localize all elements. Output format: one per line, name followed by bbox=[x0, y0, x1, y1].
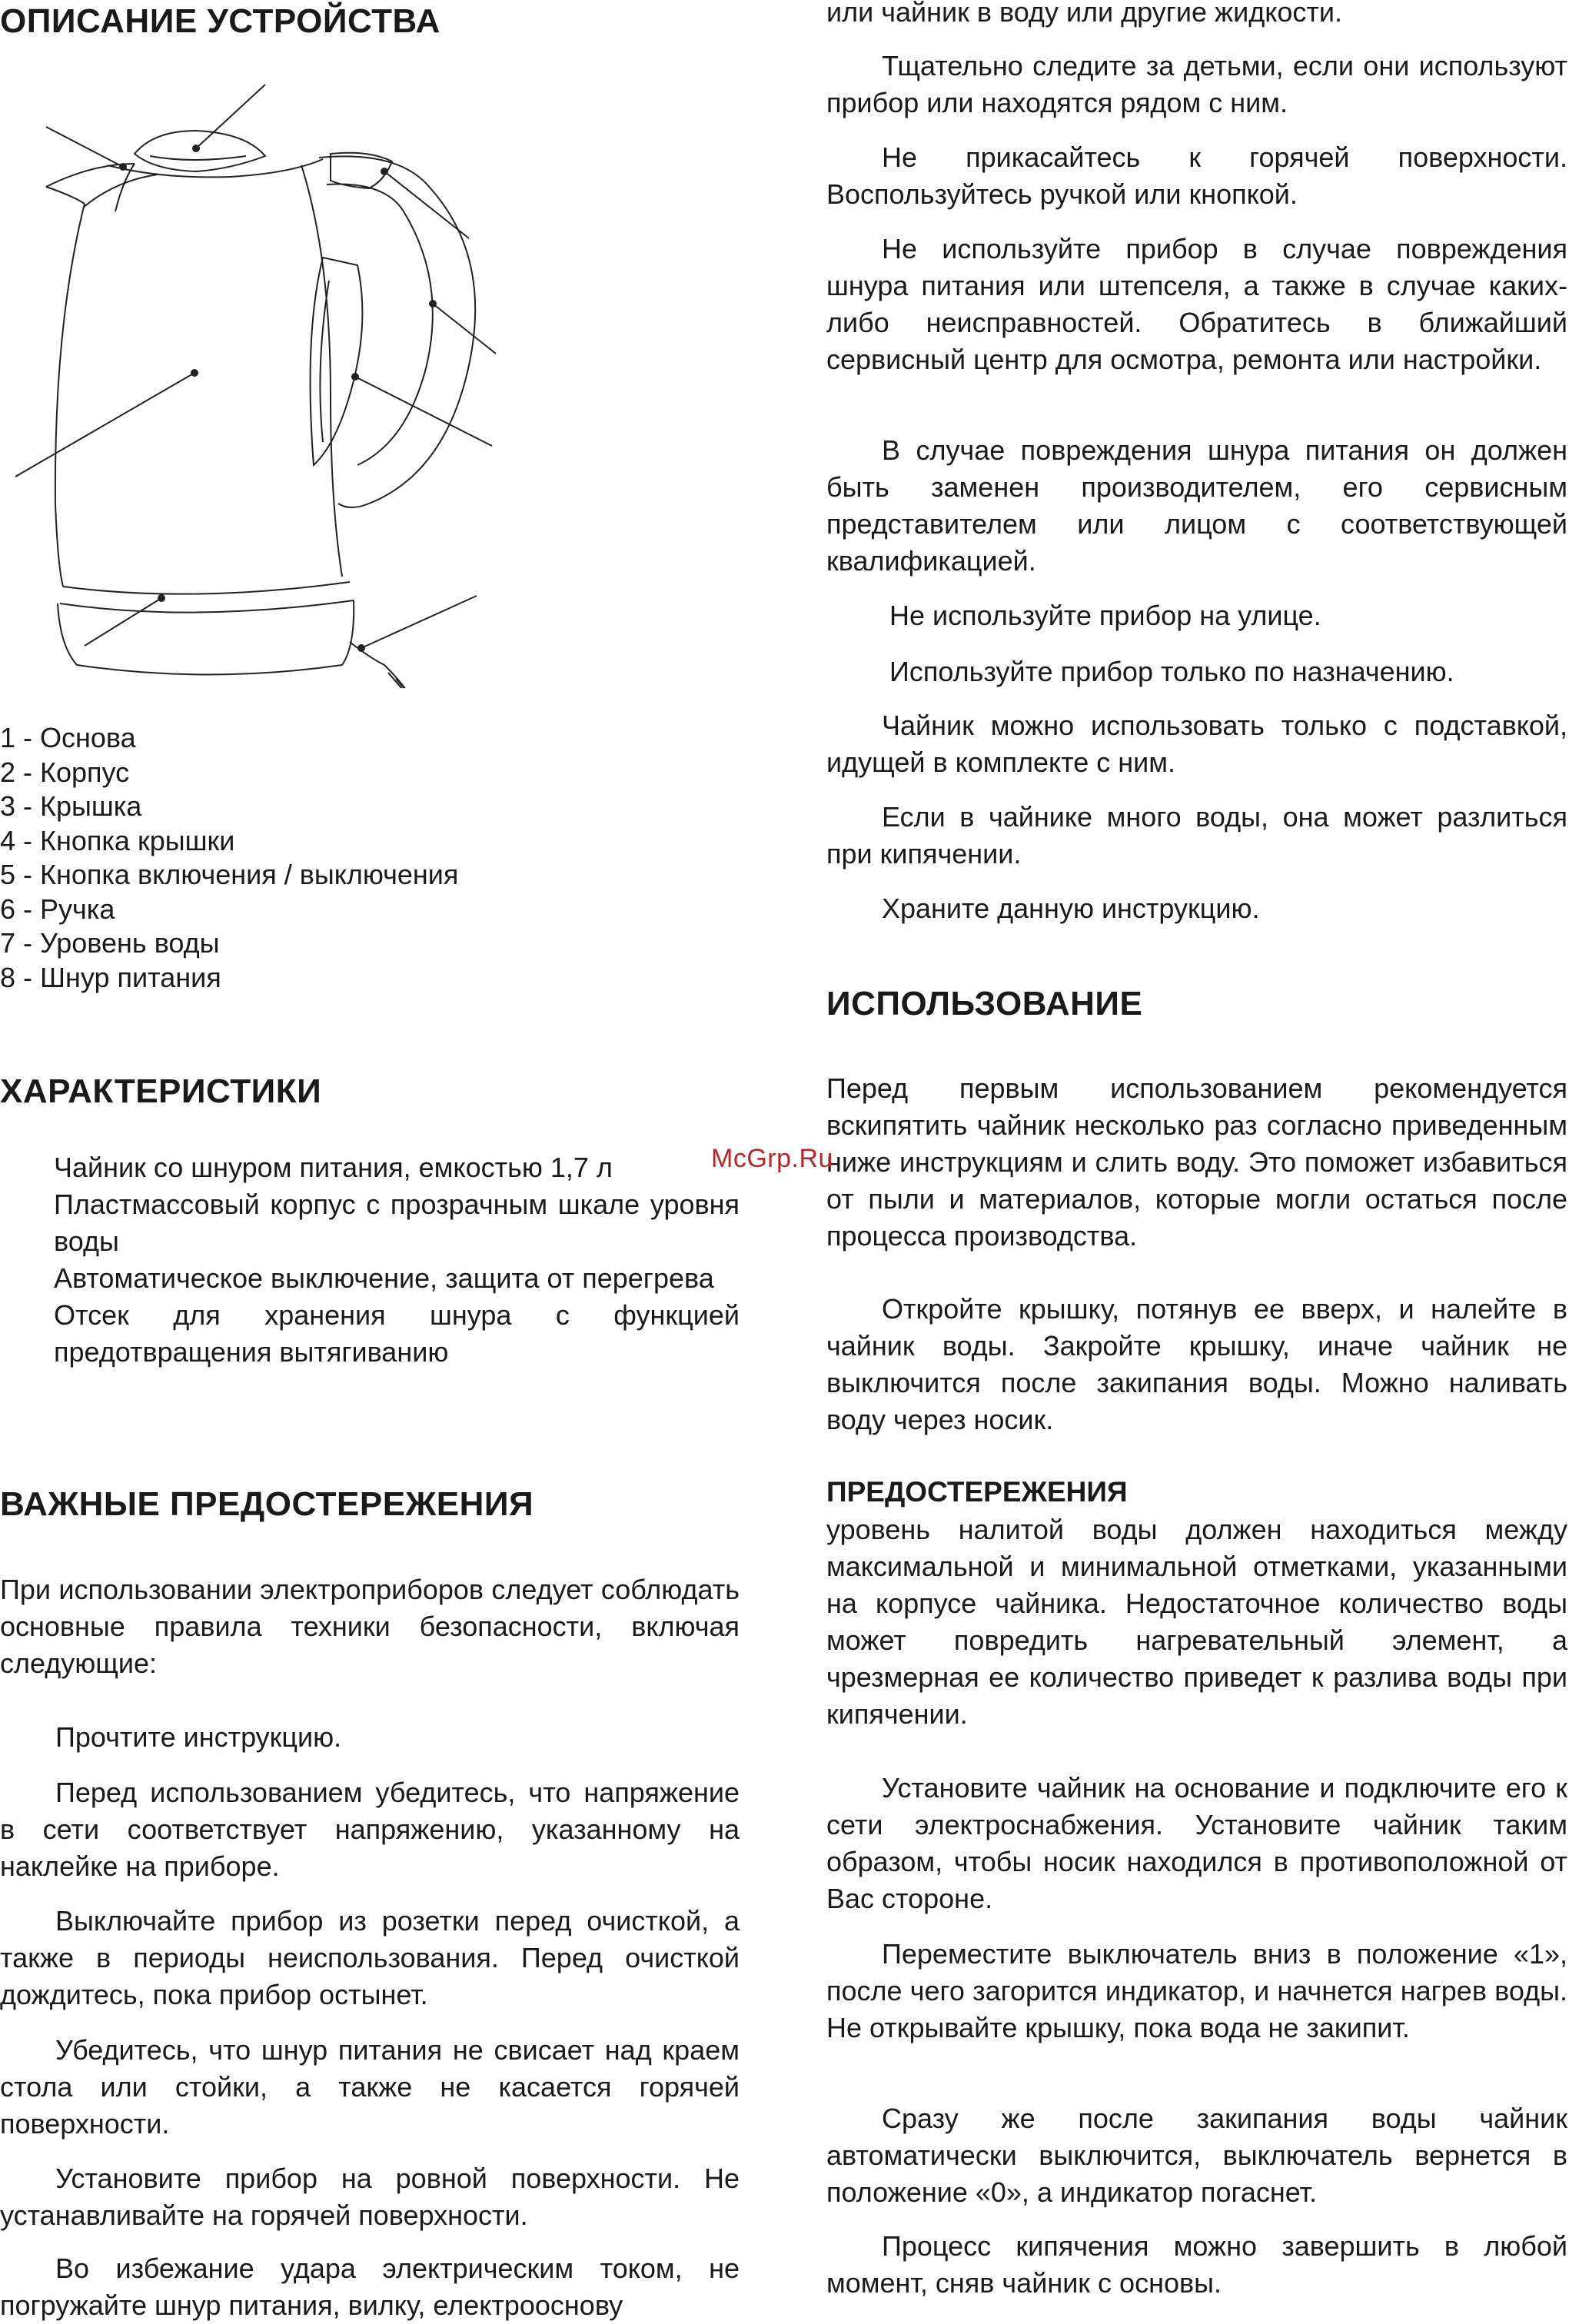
usage-step: Установите чайник на основание и подключите его к сети электроснабжения. Установите чайник таким образом, чтобы носик находился в противоположной от Вас стороне. bbox=[826, 1772, 1567, 1914]
features-list bbox=[54, 1149, 740, 1371]
parts-list-item: 6 - Ручка bbox=[0, 893, 115, 925]
warning-paragraph: Чайник можно использовать только с подставкой, идущей в комплекте с ним. bbox=[826, 710, 1567, 778]
specifications-heading: ХАРАКТЕРИСТИКИ bbox=[0, 1072, 322, 1110]
important-warnings-heading: ВАЖНЫЕ ПРЕДОСТЕРЕЖЕНИЯ bbox=[0, 1485, 534, 1523]
warning-paragraph: Установите прибор на ровной поверхности. Не устанавливайте на горячей поверхности. bbox=[0, 2163, 740, 2231]
device-description-heading: ОПИСАНИЕ УСТРОЙСТВА bbox=[0, 2, 440, 40]
parts-list-item: 5 - Кнопка включения / выключения bbox=[0, 859, 459, 890]
parts-list-item: 1 - Основа bbox=[0, 722, 136, 753]
parts-list-item: 2 - Корпус bbox=[0, 756, 130, 788]
usage-step: Сразу же после закипания воды чайник автоматически выключится, выключатель вернется в положение «0», а индикатор погаснет. bbox=[826, 2103, 1567, 2208]
warning-paragraph: Не используйте прибор на улице. bbox=[889, 600, 1321, 631]
usage-intro: Перед первым использованием рекомендуется вскипятить чайник несколько раз согласно приведенным ниже инструкциям и слить воду. Это поможет избавиться от пыли и материалов, которые могли остаться после процесса производства. bbox=[826, 1072, 1567, 1252]
usage-paragraph: Откройте крышку, потянув ее вверх, и налейте в чайник воды. Закройте крышку, иначе чайник не выключится после закипания воды. Можно наливать воду через носик. bbox=[826, 1293, 1567, 1435]
warning-paragraph: Тщательно следите за детьми, если они используют прибор или находятся рядом с ним. bbox=[826, 50, 1567, 118]
warning-paragraph: В случае повреждения шнура питания он должен быть заменен производителем, его сервисным представителем или лицом с соответствующей квалификацией. bbox=[826, 434, 1567, 577]
warning-paragraph: Выключайте прибор из розетки перед очисткой, а также в периоды неиспользования. Перед очисткой дождитесь, пока прибор остынет. bbox=[0, 1905, 740, 2010]
watermark-text: McGrp.Ru bbox=[711, 1144, 833, 1173]
kettle-diagram bbox=[0, 73, 500, 688]
caution-paragraph: уровень налитой воды должен находиться между максимальной и минимальной отметками, указанными на корпусе чайника. Недостаточное количество воды может повредить нагревательный элемент, а чрезмерная ее количество приведет к разлива воды при кипячении. bbox=[826, 1514, 1567, 1730]
warning-paragraph: Не используйте прибор в случае повреждения шнура питания или штепселя, а также в случае каких-либо неисправностей. Обратитесь в ближайший сервисный центр для осмотра, ремонта или настройки. bbox=[826, 233, 1567, 375]
warning-paragraph: Убедитесь, что шнур питания не свисает над краем стола или стойки, а также не касается горячей поверхности. bbox=[0, 2034, 740, 2139]
warning-paragraph: Не прикасайтесь к горячей поверхности. Воспользуйтесь ручкой или кнопкой. bbox=[826, 141, 1567, 210]
usage-step: Переместите выключатель вниз в положение «1», после чего загорится индикатор, и начнется нагрев воды. Не открывайте крышку, пока вода не закипит. bbox=[826, 1938, 1567, 2043]
cautions-heading: ПРЕДОСТЕРЕЖЕНИЯ bbox=[826, 1476, 1128, 1508]
parts-list-item: 8 - Шнур питания bbox=[0, 961, 221, 993]
warning-paragraph: Храните данную инструкцию. bbox=[882, 893, 1260, 924]
continued-text: или чайник в воду или другие жидкости. bbox=[826, 0, 1343, 28]
usage-heading: ИСПОЛЬЗОВАНИЕ bbox=[826, 985, 1143, 1022]
warning-paragraph: Перед использованием убедитесь, что напряжение в сети соответствует напряжению, указанному на наклейке на приборе. bbox=[0, 1777, 740, 1882]
parts-list-item: 3 - Крышка bbox=[0, 790, 142, 822]
feature-item: Автоматическое выключение, защита от перегрева bbox=[54, 1262, 714, 1294]
parts-list-item: 7 - Уровень воды bbox=[0, 927, 220, 959]
warning-paragraph: Во избежание удара электрическим током, не погружайте шнур питания, вилку, електрооснову bbox=[0, 2253, 740, 2321]
parts-list-item: 4 - Кнопка крышки bbox=[0, 824, 235, 856]
usage-step: Процесс кипячения можно завершить в любой момент, сняв чайник с основы. bbox=[826, 2230, 1567, 2299]
feature-item: Отсек для хранения шнура с функцией предотвращения вытягиванию bbox=[54, 1299, 740, 1368]
feature-item: Чайник со шнуром питания, емкостью 1,7 л bbox=[54, 1152, 613, 1183]
warnings-intro: При использовании электроприборов следует соблюдать основные правила техники безопасности, включая следующие: bbox=[0, 1574, 740, 1679]
warning-paragraph: Прочтите инструкцию. bbox=[55, 1721, 342, 1753]
parts-list bbox=[0, 721, 458, 995]
warning-paragraph: Используйте прибор только по назначению. bbox=[889, 656, 1454, 687]
warning-paragraph: Если в чайнике много воды, она может разлиться при кипячении. bbox=[826, 801, 1567, 869]
feature-item: Пластмассовый корпус с прозрачным шкале уровня воды bbox=[54, 1189, 740, 1257]
